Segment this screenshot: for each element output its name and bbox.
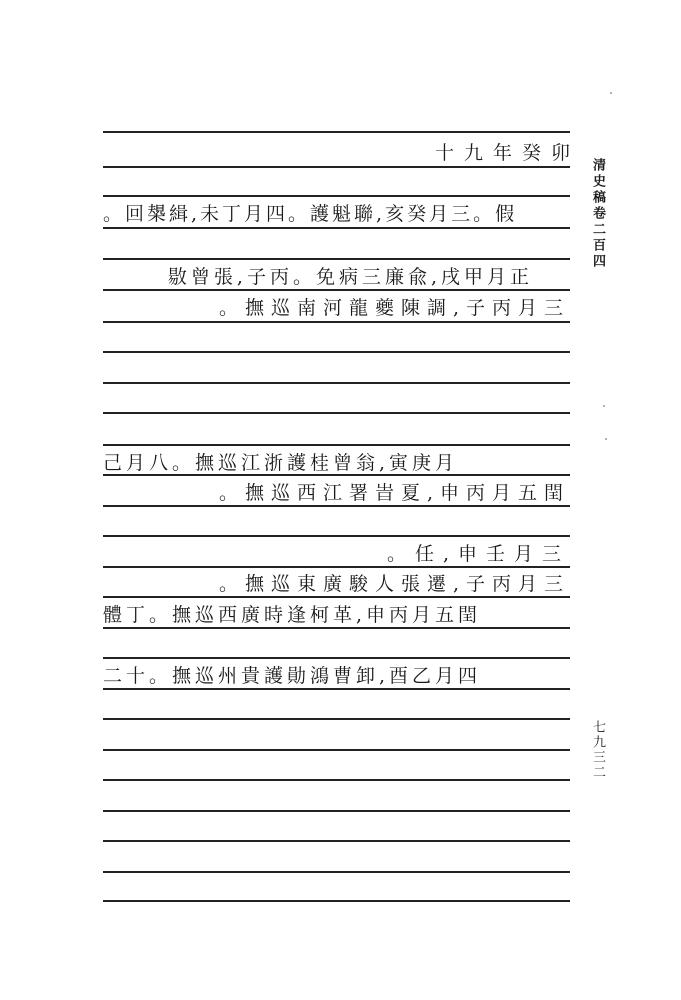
row-text: 假。三月癸亥,聯魁護。四月丁未,緝槼回。: [103, 202, 518, 225]
table-row: [103, 197, 570, 227]
table-row: [103, 598, 570, 628]
rule-line: [103, 779, 570, 781]
speck: [605, 438, 607, 440]
rule-line: [103, 749, 570, 751]
page-number: 七九三二: [590, 720, 605, 780]
rule-line: [103, 351, 570, 353]
rule-line: [103, 412, 570, 414]
table-row: [103, 659, 570, 689]
rule-line: [103, 718, 570, 720]
table-row: [103, 476, 570, 506]
rule-line: [103, 166, 570, 168]
row-text: 三月壬申,任。: [386, 542, 570, 565]
table-row: [103, 291, 570, 321]
table-row: [103, 537, 570, 567]
rule-line: [103, 131, 570, 133]
rule-line: [103, 321, 570, 323]
rule-line: [103, 840, 570, 842]
year-heading: 十九年癸卯: [434, 141, 580, 164]
rule-line: [103, 382, 570, 384]
row-text: 閏五月丙申,革柯逢時廣西巡撫。丁體: [103, 603, 482, 626]
row-text: 四月乙酉,卸曹鴻勛護貴州巡撫。十二: [103, 664, 482, 687]
table-row-year-heading: [103, 136, 580, 166]
running-title: 清史稿卷二百四: [590, 158, 605, 270]
table-row: [103, 446, 570, 476]
row-text: 閏五月丙申,夏旹署江西巡撫。: [218, 481, 570, 504]
row-text: 正月甲戌,兪廉三病免。丙子,張曾敭: [167, 265, 533, 288]
rule-line: [103, 227, 570, 229]
rule-line: [103, 871, 570, 873]
rule-line: [103, 810, 570, 812]
speck: [610, 92, 612, 94]
speck: [603, 405, 605, 407]
row-text: 三月丙子,遷張人駿廣東巡撫。: [218, 572, 570, 595]
rule-line: [103, 900, 570, 902]
row-text: 月庚寅,翁曾桂護浙江巡撫。八月己: [103, 451, 459, 474]
table-row: [103, 260, 570, 290]
row-text: 三月丙子,調陳夔龍河南巡撫。: [218, 296, 570, 319]
table-row: [103, 567, 570, 597]
